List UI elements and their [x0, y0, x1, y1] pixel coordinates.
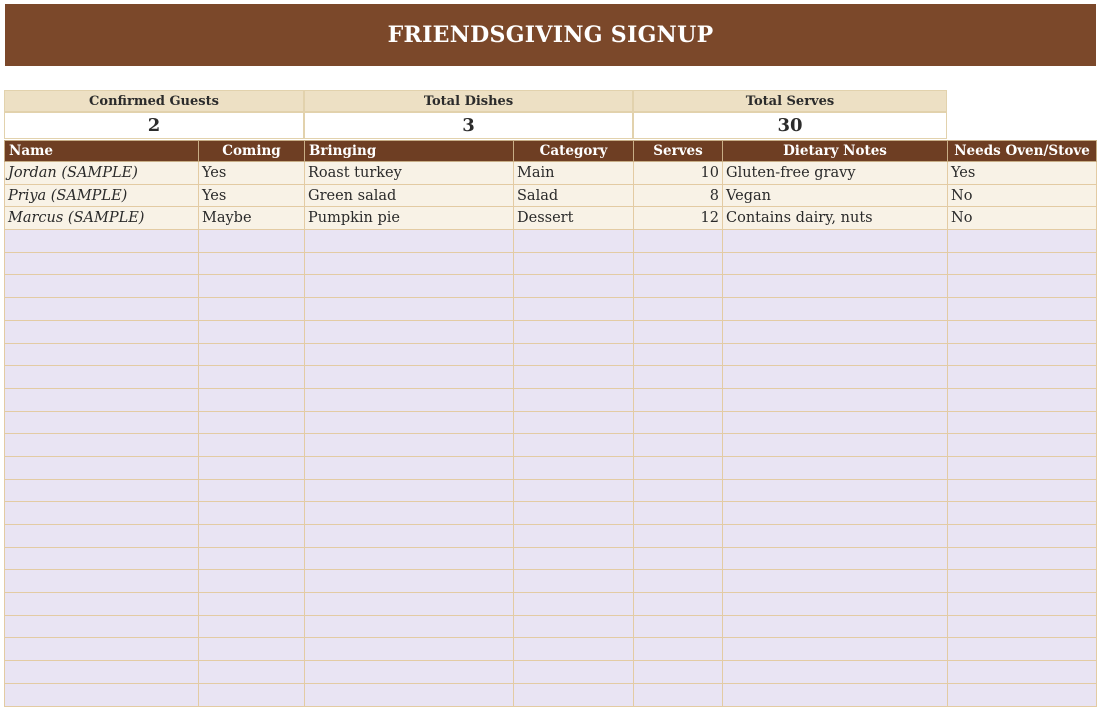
cell-coming[interactable]: Yes	[199, 162, 305, 185]
cell-dietary-notes[interactable]	[723, 593, 948, 616]
cell-name[interactable]	[5, 615, 199, 638]
cell-category[interactable]	[514, 366, 634, 389]
cell-needs-oven[interactable]	[948, 502, 1097, 525]
cell-name[interactable]	[5, 411, 199, 434]
column-header-category[interactable]: Category	[514, 141, 634, 162]
cell-serves[interactable]	[634, 388, 723, 411]
cell-dietary-notes[interactable]	[723, 320, 948, 343]
empty-table-row	[5, 343, 1097, 366]
cell-coming[interactable]	[199, 411, 305, 434]
cell-category[interactable]: Salad	[514, 184, 634, 207]
empty-table-row	[5, 456, 1097, 479]
cell-needs-oven[interactable]	[948, 388, 1097, 411]
cell-bringing[interactable]	[305, 388, 514, 411]
cell-needs-oven[interactable]: Yes	[948, 162, 1097, 185]
cell-coming[interactable]	[199, 320, 305, 343]
cell-bringing[interactable]	[305, 661, 514, 684]
cell-bringing[interactable]	[305, 298, 514, 321]
empty-table-row	[5, 502, 1097, 525]
cell-serves[interactable]	[634, 320, 723, 343]
cell-dietary-notes[interactable]	[723, 230, 948, 253]
cell-name[interactable]	[5, 502, 199, 525]
cell-coming[interactable]	[199, 366, 305, 389]
cell-category[interactable]	[514, 661, 634, 684]
cell-dietary-notes[interactable]	[723, 298, 948, 321]
cell-serves[interactable]: 12	[634, 207, 723, 230]
cell-serves[interactable]	[634, 683, 723, 706]
empty-table-row	[5, 434, 1097, 457]
cell-name[interactable]	[5, 525, 199, 548]
cell-serves[interactable]	[634, 366, 723, 389]
cell-needs-oven[interactable]	[948, 525, 1097, 548]
cell-category[interactable]	[514, 275, 634, 298]
cell-bringing[interactable]	[305, 683, 514, 706]
cell-bringing[interactable]	[305, 638, 514, 661]
cell-category[interactable]	[514, 593, 634, 616]
cell-name[interactable]	[5, 434, 199, 457]
cell-needs-oven[interactable]	[948, 366, 1097, 389]
cell-category[interactable]	[514, 615, 634, 638]
cell-needs-oven[interactable]	[948, 275, 1097, 298]
table-row	[5, 184, 1097, 207]
cell-serves[interactable]	[634, 661, 723, 684]
cell-serves[interactable]	[634, 525, 723, 548]
cell-name[interactable]	[5, 638, 199, 661]
cell-dietary-notes[interactable]	[723, 434, 948, 457]
cell-dietary-notes[interactable]	[723, 661, 948, 684]
cell-bringing[interactable]	[305, 479, 514, 502]
cell-name[interactable]	[5, 547, 199, 570]
empty-table-row	[5, 683, 1097, 706]
cell-needs-oven[interactable]	[948, 252, 1097, 275]
cell-coming[interactable]	[199, 502, 305, 525]
cell-serves[interactable]	[634, 502, 723, 525]
cell-dietary-notes[interactable]	[723, 411, 948, 434]
cell-coming[interactable]	[199, 547, 305, 570]
cell-needs-oven[interactable]	[948, 615, 1097, 638]
cell-category[interactable]	[514, 388, 634, 411]
cell-bringing[interactable]: Green salad	[305, 184, 514, 207]
cell-serves[interactable]	[634, 547, 723, 570]
cell-serves[interactable]	[634, 479, 723, 502]
cell-category[interactable]	[514, 547, 634, 570]
cell-name[interactable]	[5, 252, 199, 275]
cell-needs-oven[interactable]	[948, 230, 1097, 253]
cell-name[interactable]	[5, 479, 199, 502]
cell-coming[interactable]	[199, 615, 305, 638]
empty-table-row	[5, 411, 1097, 434]
cell-name[interactable]	[5, 275, 199, 298]
cell-name[interactable]	[5, 343, 199, 366]
empty-table-row	[5, 547, 1097, 570]
cell-coming[interactable]: Yes	[199, 184, 305, 207]
cell-serves[interactable]	[634, 252, 723, 275]
cell-dietary-notes[interactable]	[723, 502, 948, 525]
table-row	[5, 207, 1097, 230]
cell-category[interactable]	[514, 502, 634, 525]
empty-table-row	[5, 593, 1097, 616]
cell-needs-oven[interactable]	[948, 683, 1097, 706]
cell-name[interactable]	[5, 230, 199, 253]
cell-category[interactable]	[514, 434, 634, 457]
cell-serves[interactable]	[634, 230, 723, 253]
cell-category[interactable]	[514, 298, 634, 321]
cell-bringing[interactable]	[305, 502, 514, 525]
cell-coming[interactable]	[199, 638, 305, 661]
total-serves-label: Total Serves	[633, 90, 947, 112]
cell-name[interactable]	[5, 456, 199, 479]
cell-needs-oven[interactable]	[948, 661, 1097, 684]
cell-serves[interactable]	[634, 434, 723, 457]
cell-bringing[interactable]: Roast turkey	[305, 162, 514, 185]
cell-coming[interactable]	[199, 661, 305, 684]
cell-bringing[interactable]	[305, 456, 514, 479]
empty-table-row	[5, 479, 1097, 502]
empty-table-row	[5, 388, 1097, 411]
cell-name[interactable]: Jordan (SAMPLE)	[5, 162, 199, 185]
confirmed-guests-value[interactable]: 2	[4, 112, 304, 139]
cell-bringing[interactable]	[305, 525, 514, 548]
cell-needs-oven[interactable]	[948, 638, 1097, 661]
cell-coming[interactable]: Maybe	[199, 207, 305, 230]
cell-bringing[interactable]: Pumpkin pie	[305, 207, 514, 230]
cell-category[interactable]	[514, 411, 634, 434]
cell-serves[interactable]	[634, 343, 723, 366]
cell-dietary-notes[interactable]: Contains dairy, nuts	[723, 207, 948, 230]
cell-dietary-notes[interactable]	[723, 252, 948, 275]
table-row	[5, 162, 1097, 185]
empty-table-row	[5, 252, 1097, 275]
total-serves-value[interactable]: 30	[633, 112, 947, 139]
cell-needs-oven[interactable]	[948, 456, 1097, 479]
cell-category[interactable]	[514, 320, 634, 343]
cell-needs-oven[interactable]	[948, 479, 1097, 502]
cell-category[interactable]	[514, 456, 634, 479]
cell-dietary-notes[interactable]	[723, 638, 948, 661]
empty-table-row	[5, 615, 1097, 638]
column-header-needs-oven[interactable]: Needs Oven/Stove	[948, 141, 1097, 162]
cell-serves[interactable]: 10	[634, 162, 723, 185]
signup-table	[4, 140, 1097, 707]
cell-bringing[interactable]	[305, 275, 514, 298]
cell-dietary-notes[interactable]	[723, 615, 948, 638]
cell-dietary-notes[interactable]: Gluten-free gravy	[723, 162, 948, 185]
sheet-title: FRIENDSGIVING SIGNUP	[5, 4, 1096, 66]
empty-table-row	[5, 298, 1097, 321]
column-header-name[interactable]: Name	[5, 141, 199, 162]
confirmed-guests-label: Confirmed Guests	[4, 90, 304, 112]
cell-name[interactable]	[5, 683, 199, 706]
cell-coming[interactable]	[199, 275, 305, 298]
cell-name[interactable]	[5, 593, 199, 616]
empty-table-row	[5, 230, 1097, 253]
cell-dietary-notes[interactable]	[723, 275, 948, 298]
cell-dietary-notes[interactable]	[723, 479, 948, 502]
cell-serves[interactable]	[634, 456, 723, 479]
cell-coming[interactable]	[199, 298, 305, 321]
cell-needs-oven[interactable]	[948, 570, 1097, 593]
cell-dietary-notes[interactable]	[723, 525, 948, 548]
cell-serves[interactable]	[634, 411, 723, 434]
column-header-bringing[interactable]: Bringing	[305, 141, 514, 162]
cell-bringing[interactable]	[305, 615, 514, 638]
empty-table-row	[5, 275, 1097, 298]
cell-dietary-notes[interactable]	[723, 366, 948, 389]
cell-coming[interactable]	[199, 252, 305, 275]
cell-needs-oven[interactable]	[948, 343, 1097, 366]
cell-bringing[interactable]	[305, 366, 514, 389]
cell-serves[interactable]	[634, 275, 723, 298]
column-header-serves[interactable]: Serves	[634, 141, 723, 162]
cell-category[interactable]	[514, 525, 634, 548]
cell-coming[interactable]	[199, 343, 305, 366]
cell-name[interactable]	[5, 298, 199, 321]
cell-serves[interactable]	[634, 298, 723, 321]
cell-dietary-notes[interactable]: Vegan	[723, 184, 948, 207]
cell-coming[interactable]	[199, 388, 305, 411]
cell-bringing[interactable]	[305, 320, 514, 343]
cell-name[interactable]	[5, 388, 199, 411]
cell-name[interactable]: Priya (SAMPLE)	[5, 184, 199, 207]
cell-coming[interactable]	[199, 525, 305, 548]
cell-category[interactable]: Dessert	[514, 207, 634, 230]
cell-needs-oven[interactable]	[948, 593, 1097, 616]
cell-serves[interactable]	[634, 593, 723, 616]
cell-name[interactable]: Marcus (SAMPLE)	[5, 207, 199, 230]
column-header-dietary-notes[interactable]: Dietary Notes	[723, 141, 948, 162]
empty-table-row	[5, 570, 1097, 593]
empty-table-row	[5, 366, 1097, 389]
empty-table-row	[5, 661, 1097, 684]
cell-bringing[interactable]	[305, 252, 514, 275]
total-dishes-value[interactable]: 3	[304, 112, 633, 139]
cell-dietary-notes[interactable]	[723, 547, 948, 570]
cell-needs-oven[interactable]	[948, 298, 1097, 321]
empty-table-row	[5, 320, 1097, 343]
cell-coming[interactable]	[199, 593, 305, 616]
cell-bringing[interactable]	[305, 547, 514, 570]
cell-bringing[interactable]	[305, 593, 514, 616]
cell-coming[interactable]	[199, 434, 305, 457]
column-header-coming[interactable]: Coming	[199, 141, 305, 162]
cell-needs-oven[interactable]: No	[948, 184, 1097, 207]
cell-category[interactable]	[514, 230, 634, 253]
cell-name[interactable]	[5, 366, 199, 389]
cell-coming[interactable]	[199, 570, 305, 593]
cell-dietary-notes[interactable]	[723, 456, 948, 479]
cell-serves[interactable]	[634, 638, 723, 661]
cell-name[interactable]	[5, 320, 199, 343]
cell-needs-oven[interactable]	[948, 434, 1097, 457]
cell-dietary-notes[interactable]	[723, 683, 948, 706]
cell-needs-oven[interactable]	[948, 320, 1097, 343]
cell-dietary-notes[interactable]	[723, 570, 948, 593]
cell-category[interactable]	[514, 252, 634, 275]
header-row	[5, 141, 1097, 162]
cell-coming[interactable]	[199, 479, 305, 502]
empty-table-row	[5, 525, 1097, 548]
cell-category[interactable]	[514, 683, 634, 706]
cell-serves[interactable]	[634, 615, 723, 638]
empty-table-row	[5, 638, 1097, 661]
cell-category[interactable]: Main	[514, 162, 634, 185]
cell-needs-oven[interactable]	[948, 547, 1097, 570]
cell-category[interactable]	[514, 638, 634, 661]
cell-bringing[interactable]	[305, 230, 514, 253]
cell-category[interactable]	[514, 479, 634, 502]
total-dishes-label: Total Dishes	[304, 90, 633, 112]
cell-bringing[interactable]	[305, 411, 514, 434]
cell-dietary-notes[interactable]	[723, 388, 948, 411]
cell-name[interactable]	[5, 570, 199, 593]
cell-needs-oven[interactable]: No	[948, 207, 1097, 230]
cell-coming[interactable]	[199, 456, 305, 479]
cell-name[interactable]	[5, 661, 199, 684]
cell-bringing[interactable]	[305, 434, 514, 457]
cell-serves[interactable]: 8	[634, 184, 723, 207]
cell-serves[interactable]	[634, 570, 723, 593]
cell-coming[interactable]	[199, 230, 305, 253]
cell-coming[interactable]	[199, 683, 305, 706]
cell-bringing[interactable]	[305, 570, 514, 593]
cell-category[interactable]	[514, 570, 634, 593]
cell-dietary-notes[interactable]	[723, 343, 948, 366]
cell-needs-oven[interactable]	[948, 411, 1097, 434]
cell-category[interactable]	[514, 343, 634, 366]
cell-bringing[interactable]	[305, 343, 514, 366]
